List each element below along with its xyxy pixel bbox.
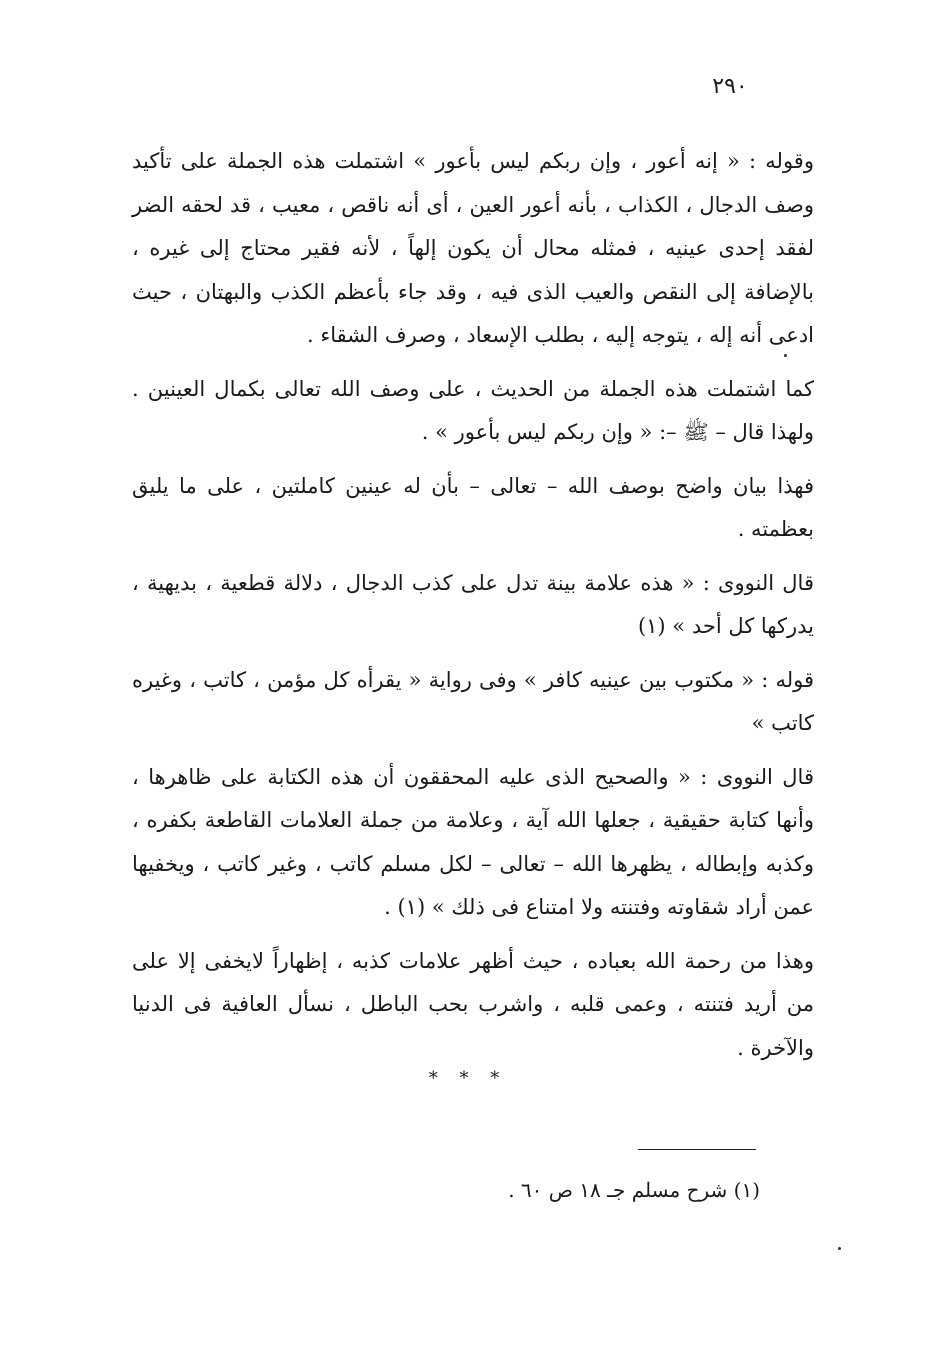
- paragraph-6: قال النووى : « والصحيح الذى عليه المحققون أن هذه الكتابة على ظاهرها ، وأنها كتابة حقيقية ، جعلها الله آية ، وعلامة من جملة العلامات القاطعة بكفره ، وكذبه وإبطاله ، يظهرها الله – تعالى – لكل مسلم كاتب ، وغير كاتب ، ويخفيها عمن أراد شقاوته وفتنته ولا امتناع فى ذلك » (١) .: [132, 764, 814, 919]
- section-separator: * * *: [428, 1068, 508, 1089]
- scan-speck: [838, 1247, 841, 1250]
- paragraph-5: قوله : « مكتوب بين عينيه كافر » وفى رواية « يقرأه كل مؤمن ، كاتب ، وغيره كاتب »: [132, 667, 814, 735]
- paragraph-7: وهذا من رحمة الله بعباده ، حيث أظهر علامات كذبه ، إظهاراً لايخفى إلا على من أريد فتنته ، وعمى قلبه ، واشرب بحب الباطل ، نسأل العافية فى الدنيا والآخرة .: [132, 948, 814, 1060]
- footnote-divider: [638, 1149, 756, 1150]
- page-number: ٢٩٠: [712, 74, 748, 99]
- paragraph-2: كما اشتملت هذه الجملة من الحديث ، على وصف الله تعالى بكمال العينين . ولهذا قال – ﷺ –: « وإن ربكم ليس بأعور » .: [132, 376, 814, 444]
- paragraph-4: قال النووى : « هذه علامة بينة تدل على كذب الدجال ، دلالة قطعية ، بديهية ، يدركها كل أحد » (١): [132, 570, 814, 638]
- scan-speck: [784, 354, 787, 357]
- footnote: (١) شرح مسلم جـ ١٨ ص ٦٠ .: [508, 1178, 760, 1202]
- paragraph-3: فهذا بيان واضح بوصف الله – تعالى – بأن له عينين كاملتين ، على ما يليق بعظمته .: [132, 473, 814, 541]
- paragraph-1: وقوله : « إنه أعور ، وإن ربكم ليس بأعور » اشتملت هذه الجملة على تأكيد وصف الدجال ، الكذاب ، بأنه أعور العين ، أى أنه ناقص ، معيب ، قد لحقه الضر لفقد إحدى عينيه ، فمثله محال أن يكون إلهاً ، لأنه فقير محتاج إلى غيره ، بالإضافة إلى النقص والعيب الذى فيه ، وقد جاء بأعظم الكذب والبهتان ، حيث ادعى أنه إله ، يتوجه إليه ، بطلب الإسعاد ، وصرف الشقاء .: [132, 149, 814, 347]
- body-text: [132, 140, 814, 1080]
